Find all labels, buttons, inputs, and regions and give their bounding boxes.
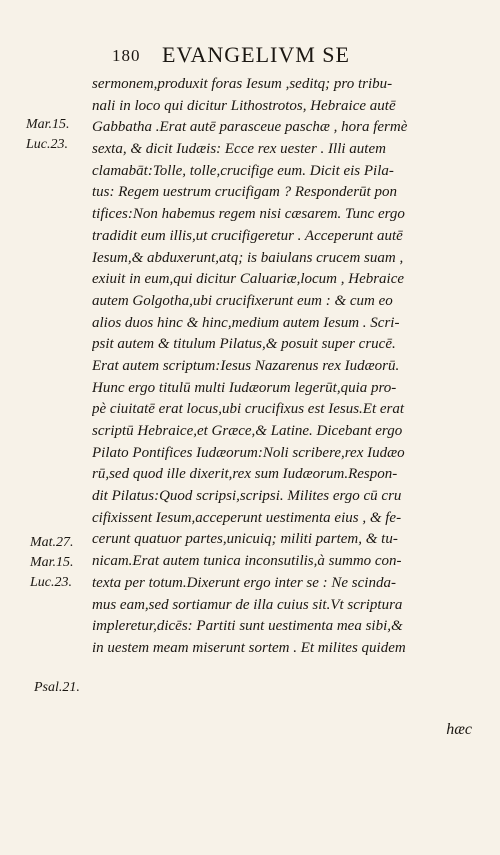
text-line: sermonem,produxit foras Iesum ,seditq; pro tribu- — [92, 76, 393, 92]
marginal-note: Mat.27. — [30, 535, 74, 550]
marginal-note: Luc.23. — [26, 137, 68, 152]
text-line: mus eam,sed sortiamur de illa cuius sit.Vt scriptura — [92, 596, 403, 613]
marginal-note-group-1 — [26, 115, 70, 155]
text-line: tradidit eum illis,ut crucifigeretur . Acceperunt autē — [92, 227, 403, 244]
text-line: autem Golgotha,ubi crucifixerunt eum : & cum eo — [92, 292, 393, 309]
text-line: in uestem meam miserunt sortem . Et milites quidem — [92, 639, 406, 656]
text-line: exiuit in eum,qui dicitur Caluariæ,locum , Hebraice — [92, 271, 405, 288]
text-line: dit Pilatus:Quod scripsi,scripsi. Milites ergo cū cru — [92, 488, 402, 505]
text-line: texta per totum.Dixerunt ergo inter se : Ne scinda- — [92, 574, 396, 591]
page-number: 180 — [112, 46, 141, 65]
running-head — [112, 42, 460, 72]
marginal-note-group-3 — [34, 678, 80, 698]
marginal-note: Mar.15. — [30, 555, 74, 570]
text-line: pè ciuitatē erat locus,ubi crucifixus est Iesus.Et erat — [92, 401, 405, 418]
text-line: impleretur,dicēs: Partiti sunt uestimenta mea sibi,& — [92, 618, 403, 635]
text-line: clamabāt:Tolle, tolle,crucifige eum. Dicit eis Pila- — [92, 162, 394, 179]
text-line: tus: Regem uestrum crucifigam ? Responderūt pon — [92, 184, 397, 201]
text-line: Erat autem scriptum:Iesus Nazarenus rex Iudæorū. — [92, 357, 400, 374]
marginal-note: Mar.15. — [26, 117, 70, 132]
text-line: cerunt quatuor partes,unicuiq; militi partem, & tu- — [92, 531, 398, 548]
text-line: psit autem & titulum Pilatus,& posuit super crucē. — [92, 336, 396, 353]
text-line: nali in loco qui dicitur Lithostrotos, Hebraice autē — [92, 97, 396, 114]
text-line: alios duos hinc & hinc,medium autem Iesum . Scri- — [92, 314, 400, 331]
text-line: rū,sed quod ille dixerit,rex sum Iudæorum.Respon- — [92, 466, 398, 483]
text-line: Gabbatha .Erat autē parasceue paschæ , hora fermè — [92, 119, 408, 136]
text-line: Hunc ergo titulū multi Iudæorum legerūt,quia pro- — [92, 379, 397, 396]
body-text — [92, 74, 482, 660]
running-title: EVANGELIVM SE — [162, 42, 350, 67]
text-line: Iesum,& abduxerunt,atq; is baiulans crucem suam , — [92, 249, 404, 266]
marginal-note: Luc.23. — [30, 575, 72, 590]
text-line: tifices:Non habemus regem nisi cæsarem. Tunc ergo — [92, 206, 405, 223]
text-line: cifixissent Iesum,acceperunt uestimenta eius , & fe- — [92, 509, 402, 526]
marginal-note: Psal.21. — [34, 680, 80, 695]
text-line: scriptū Hebraice,et Græce,& Latine. Dicebant ergo — [92, 423, 403, 439]
marginal-note-group-2 — [30, 533, 74, 593]
catchword: hæc — [446, 721, 472, 738]
text-line: Pilato Pontifices Iudæorum:Noli scribere,rex Iudæo — [92, 444, 405, 461]
text-line: sexta, & dicit Iudæis: Ecce rex uester . Illi autem — [92, 141, 386, 158]
text-line: nicam.Erat autem tunica inconsutilis,à summo con- — [92, 553, 402, 570]
